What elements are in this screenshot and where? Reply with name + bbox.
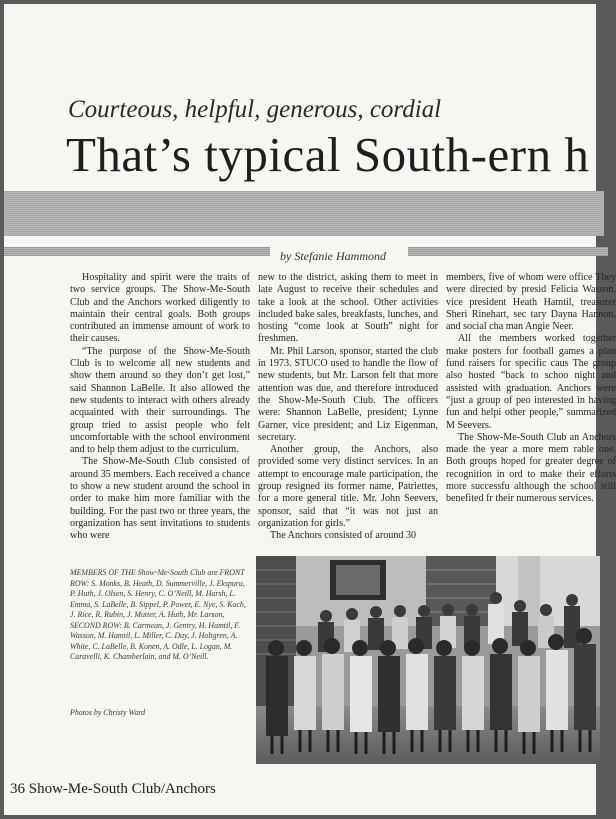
paragraph: Another group, the Anchors, also provided some very distinct services. In an attempt to encourage male participation, the group resigned its former name, Patriettes, for a more general title. Mr. John Seevers, sponsor, said that “it was not just an organization for girls.” xyxy=(258,444,438,529)
gray-title-band xyxy=(4,191,604,236)
byline-rule-right xyxy=(408,247,608,256)
byline: by Stefanie Hammond xyxy=(280,249,386,263)
paragraph: The Show-Me-South Club an Anchors made the year a more mem rable one. Both groups hoped for greater degree of recognition in ord to make their efforts more successfu although the school still benefited fr their numerous services. xyxy=(446,431,616,505)
photo-credit: Photos by Christy Ward xyxy=(70,708,146,717)
byline-rule-left xyxy=(4,247,270,256)
paragraph: Mr. Phil Larson, sponsor, started the club in 1973. STUCO used to handle the flow of new students, but Mr. Larson felt that more attention was due, and therefore introduced the Show-Me-South Club. The officers were: Shannon LaBelle, president; Lynne Garner, vice president; and Liz Eigenman, secretary. xyxy=(258,345,438,443)
paragraph: All the members worked together make posters for football games a plan fund raisers for specific caus The group also hosted “back to schoo night and assisted with graduation. Anchors were “just a group of peo interested in having fun and helpi other people,” summarized M Seevers. xyxy=(446,333,616,431)
photo-caption xyxy=(70,568,250,663)
text-column-3 xyxy=(446,272,616,506)
paragraph: Hospitality and spirit were the traits of two service groups. The Show-Me-South Club and the Anchors worked diligently to maintain their central goals. Both groups contributed an immense amount of work to their causes. xyxy=(70,272,250,345)
article-title: That’s typical South-ern h xyxy=(66,127,590,182)
article-subtitle: Courteous, helpful, generous, cordial xyxy=(68,96,442,123)
text-column-2 xyxy=(258,272,438,543)
paragraph: members, five of whom were office They were directed by presid Felicia Wasson, vice president Heath Hamtil, treasurer Sheri Rinehart, sec tary Dayna Hannon, and social cha man Angie Neer. xyxy=(446,272,616,333)
paragraph: The Show-Me-South Club consisted of around 35 members. Each received a chance to show a new student around the school in order to make him more familiar with the building. For the past two or three years, the organization has sent invitations to students who were xyxy=(70,456,250,542)
paragraph: The Anchors consisted of around 30 xyxy=(270,530,417,542)
group-photo-image xyxy=(256,556,600,764)
paragraph: new to the district, asking them to meet in late August to receive their schedules and take a look at the school. Other activities included bake sales, breakfasts, lunches, and hosting “come look at South” night for freshmen. xyxy=(258,272,438,345)
caption-text: MEMBERS OF THE Show-Me-South Club are FRONT ROW: S. Monks, B. Heath, D. Summerville, J. Ekspuru, P. Huth, J. Olsen, S. Henry, C. O’Neill, M. Harsh, L. Emma, S. LaBelle, B. Sippel, P. Power, E. Nye, S. Koch, J. Rice, R. Rubin, J. Mutter, A. Huth, Mr. Larson, SECOND ROW: B. Carmean, J. Gentry, H. Hamtil, F. Wasson, M. Hamtil, L. Miller, C. Day, J. Holtgren, A. White, C. LaBelle, B. Konen, A. Odle, L. Logan, M. Caravelli, K. Chamberlain, and M. O’Neill. xyxy=(70,568,246,661)
group-photo xyxy=(256,556,600,764)
text-column-1 xyxy=(70,272,250,543)
page-folio: 36 Show-Me-South Club/Anchors xyxy=(10,781,216,797)
paragraph: “The purpose of the Show-Me-South Club is to welcome all new students and show them around so they don’t get lost,” said Shannon LaBelle. It also allowed the new students to interact with others already acquainted with their surroundings. The group tried to assist people who felt uncomfortable with the school environment and to help them adjust to the curriculum. xyxy=(70,345,250,456)
yearbook-page xyxy=(4,4,616,815)
